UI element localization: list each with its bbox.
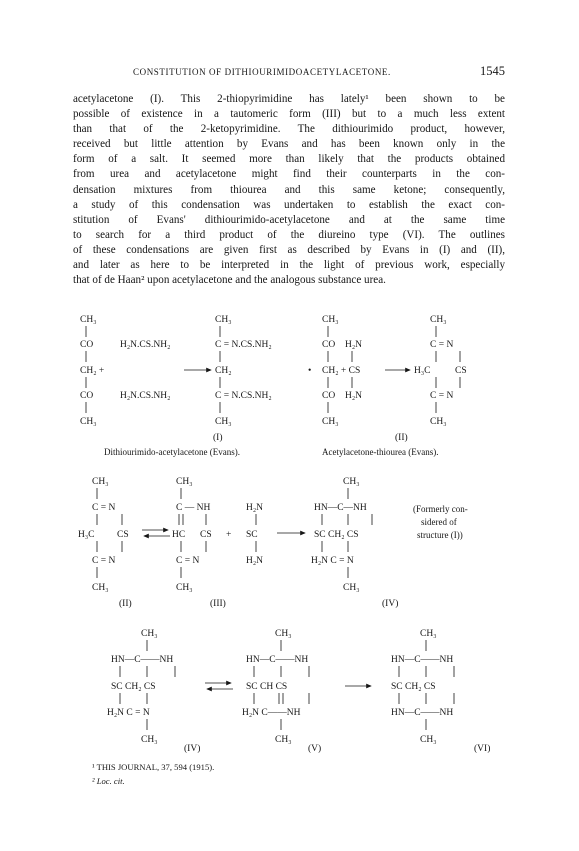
structure-label: (II) [395,433,408,443]
methyl-group: CH₃ [80,315,97,325]
structure-label: (V) [308,744,322,754]
body-line: a study of this condensation was undertaken to establish the exact con- [73,198,505,211]
body-line: form of a salt. It seemed more than likely that the products obtained [73,153,505,166]
carbonyl-group: CO [80,340,94,350]
methyl-group: CH₃ [141,629,158,639]
scheme-3 [107,629,490,754]
plus-sign: + [226,530,232,540]
methyl-group: CH₃ [141,735,158,745]
methyl-group: CH₃ [420,735,437,745]
body-line: that of de Haan² upon acetylacetone and the analogous substance urea. [73,274,386,287]
structure-label: (III) [210,599,226,609]
amino-group: H₂N [345,340,363,350]
methyl-group: CH₃ [92,477,109,487]
methyl-group: CH₃ [343,477,360,487]
methine-group: HC [172,530,186,540]
structure-caption: Dithiourimido-acetylacetone (Evans). [104,447,240,457]
imine-group: C = N [430,391,454,401]
structure-label: (IV) [382,599,399,609]
ring-thio-row: SC CH₂ CS [314,530,359,540]
ring-thio-row: SC CH₂ CS [391,682,436,692]
body-line: densation mixtures from thiourea and this same ketone; consequently, [73,183,505,196]
ring-amine-bridge: HN—C—NH [314,503,367,513]
scheme-1 [80,315,467,457]
imino-thiocarbamoyl: C = N.CS.NH₂ [215,340,272,350]
methyl-group: CH₃ [322,315,339,325]
carbonyl-group: CO [80,391,94,401]
ring-amine-bridge: HN—C——NH [246,655,309,665]
amino-group: H₂N [345,391,363,401]
methyl-group: CH₃ [322,417,339,427]
thiocarbonyl: CS [455,366,467,376]
methyl-group: CH₃ [430,315,447,325]
methyl-group: CH₃ [215,315,232,325]
body-line: received but little attention by Evans and has been known only in the [73,138,505,151]
imine-group: C = N [92,503,116,513]
structure-label: (II) [119,599,132,609]
thiocarbonyl: SC [246,530,258,540]
carbonyl-group: CO [322,340,336,350]
carbonyl-group: CO [322,391,336,401]
imine-group: C = N [430,340,454,350]
methyl-group: CH₃ [275,735,292,745]
thiourea-reagent: H₂N.CS.NH₂ [120,340,171,350]
methyl-group: CH₃ [420,629,437,639]
ring-amine-bridge: HN—C——NH [391,655,454,665]
body-line: of these condensations are given first as described by Evans in (I) and (II), [73,243,505,256]
body-line: than that of the 2-ketopyrimidine. The dithiourimido product, however, [73,123,505,136]
methyl-group: CH₃ [176,477,193,487]
methylene-plus: CH₂ + [80,366,105,376]
imine-group: C = N [92,556,116,566]
methyl-group: CH₃ [92,583,109,593]
ring-thio-row: SC CH₂ CS [111,682,156,692]
amino-group: H₂N [246,556,264,566]
structure-label: (IV) [184,744,201,754]
amine-imine-row: H₂N C = N [311,556,354,566]
imino-thiocarbamoyl: C = N.CS.NH₂ [215,391,272,401]
body-line: from urea and acetylacetone might find their counterparts in the con- [73,168,505,181]
ring-amine-bridge: HN—C——NH [111,655,174,665]
structure-note: sidered of [421,517,457,527]
thiocarbonyl: CS [200,530,212,540]
methyl-carbon: H₃C [414,366,431,376]
dot-separator: • [308,366,312,376]
methyl-group: CH₃ [176,583,193,593]
scheme-2 [78,477,468,609]
methyl-group: CH₃ [80,417,97,427]
body-line: to search for a third product of the diureino type (VI). The outlines [73,228,505,241]
methyl-carbon: H₃C [78,530,95,540]
structure-note: (Formerly con- [413,504,468,514]
thiourea-reagent: H₂N.CS.NH₂ [120,391,171,401]
body-line: stitution of Evans' dithiourimido-acetylacetone and at the same time [73,213,505,226]
structure-label: (VI) [474,744,491,754]
methyl-group: CH₃ [430,417,447,427]
amine-imine-row: H₂N C = N [107,708,150,718]
amine-carbon: C — NH [176,503,211,513]
structure-caption: Acetylacetone-thiourea (Evans). [322,447,439,457]
ring-thio-row: SC CH CS [246,682,288,692]
imine-group: C = N [176,556,200,566]
footnote-2: ² Loc. cit. [92,776,125,786]
methylene-plus-thio: CH₂ + CS [322,366,361,376]
methyl-group: CH₃ [215,417,232,427]
footnote-1: ¹ THIS JOURNAL, 37, 594 (1915). [92,762,215,772]
footnotes [92,760,214,788]
methyl-group: CH₃ [343,583,360,593]
amino-group: H₂N [246,503,264,513]
page-number: 1545 [480,64,505,78]
body-line: and later as here to be interpreted in the light of previous work, especially [73,259,505,272]
running-title: CONSTITUTION OF DITHIOURIMIDOACETYLACETONE. [133,67,391,77]
thiocarbonyl: CS [117,530,129,540]
ring-amine-bridge: HN—C——NH [391,708,454,718]
structure-label: (I) [213,433,223,443]
methyl-group: CH₃ [275,629,292,639]
structure-note: structure (I)) [417,530,463,540]
body-line: possible of existence in a tautomeric form (III) but to a much less extent [73,108,505,121]
methylene-group: CH₂ [215,366,232,376]
body-line: acetylacetone (I). This 2-thiopyrimidine has lately¹ been shown to be [73,93,505,105]
amine-amine-row: H₂N C——NH [242,708,301,718]
